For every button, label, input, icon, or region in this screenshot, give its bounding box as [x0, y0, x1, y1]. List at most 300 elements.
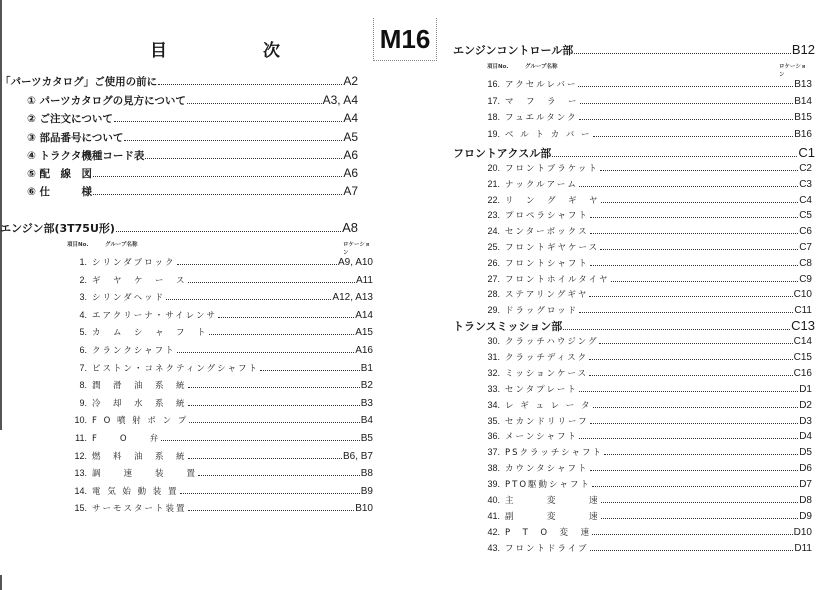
page-reference: C10: [793, 289, 812, 301]
item-number: 33.: [487, 383, 500, 394]
entry-label: エンジン部(3T75U形): [0, 222, 115, 235]
entry-label: [67, 397, 187, 409]
toc-item[interactable]: [480, 257, 812, 269]
page-reference: A3, A4: [322, 93, 358, 107]
item-number: 25.: [487, 242, 500, 252]
toc-item[interactable]: [480, 194, 812, 206]
page-reference: B9: [360, 485, 373, 497]
page-reference: D7: [799, 479, 812, 491]
toc-item[interactable]: [67, 432, 373, 444]
page-reference: B2: [360, 380, 373, 392]
entry-label: [480, 383, 578, 395]
leader-dots: [579, 118, 794, 120]
entry-label: [67, 291, 165, 303]
leader-dots: [590, 469, 799, 471]
page-reference: A16: [355, 345, 373, 356]
item-number: 31.: [487, 351, 500, 362]
entry-label: [480, 162, 599, 174]
leader-dots: [145, 157, 342, 159]
group-name: PSクラッチシャフト: [505, 448, 604, 459]
page-reference: C8: [799, 257, 812, 269]
page-reference: A14: [355, 309, 373, 321]
item-number: 6.: [79, 345, 87, 355]
entry-label: [480, 399, 592, 411]
toc-item[interactable]: [480, 335, 812, 347]
toc-intro-heading[interactable]: [0, 74, 358, 89]
toc-item[interactable]: [480, 273, 812, 285]
leader-dots: [578, 85, 793, 87]
entry-label: ④ トラクタ機種コード表: [27, 150, 145, 162]
item-number: 5.: [79, 327, 87, 338]
toc-item[interactable]: [480, 111, 812, 123]
leader-dots: [600, 169, 798, 171]
item-number: 17.: [487, 95, 500, 106]
leader-dots: [124, 139, 342, 141]
entry-label: ③ 部品番号について: [27, 132, 124, 144]
toc-item[interactable]: [67, 467, 373, 479]
toc-item[interactable]: [480, 304, 812, 316]
item-number: 36.: [487, 431, 500, 442]
page-reference: D9: [799, 510, 812, 522]
item-number: 21.: [487, 178, 500, 189]
leader-dots: [563, 328, 790, 330]
leader-dots: [589, 374, 793, 376]
group-name: ベ ル ト カ バ ー: [505, 129, 592, 140]
page-reference: D6: [799, 463, 812, 475]
leader-dots: [590, 549, 794, 551]
item-number: 22.: [487, 194, 500, 205]
group-name: アクセルレバー: [505, 80, 578, 90]
toc-item[interactable]: [67, 309, 373, 321]
page-reference: B10: [355, 503, 373, 515]
entry-label: [480, 542, 589, 554]
group-name: クランクシャフト: [92, 346, 176, 356]
group-name: レ ギ ュ レ ー タ: [505, 400, 592, 411]
page-reference: A9, A10: [337, 257, 373, 268]
entry-label: [67, 274, 187, 286]
toc-intro-item[interactable]: [27, 184, 358, 199]
page-reference: C2: [799, 163, 812, 174]
item-number: 12.: [74, 450, 87, 461]
entry-label: [480, 430, 578, 442]
toc-section-heading[interactable]: [453, 145, 815, 161]
item-number: 11.: [75, 433, 87, 443]
group-name: セカンドリリーフ: [505, 416, 589, 427]
toc-item[interactable]: [67, 344, 373, 356]
group-name: F O 噴 射 ポ ン プ: [92, 416, 189, 427]
group-name: フロントドライブ: [505, 543, 589, 554]
entry-label: [480, 415, 589, 427]
leader-dots: [590, 264, 798, 266]
toc-item[interactable]: [480, 526, 812, 538]
page-reference: B3: [360, 397, 373, 409]
page-reference: C6: [799, 226, 812, 238]
page-reference: A15: [355, 327, 373, 339]
toc-item[interactable]: [480, 367, 812, 379]
leader-dots: [611, 280, 799, 282]
entry-label: [480, 273, 610, 285]
item-number: 40.: [487, 495, 500, 505]
entry-label: [480, 111, 578, 123]
toc-item[interactable]: [67, 450, 373, 462]
group-name: クラッチディスク: [505, 352, 589, 363]
group-name: フュエルタンク: [505, 113, 578, 123]
page-reference: A8: [342, 220, 358, 235]
leader-dots: [592, 533, 793, 535]
entry-label: [480, 304, 578, 316]
item-number: 15.: [74, 503, 87, 514]
group-name: ピストン・コネクティングシャフト: [92, 363, 259, 374]
leader-dots: [552, 155, 797, 157]
toc-item[interactable]: [480, 446, 812, 458]
entry-label: [67, 467, 197, 479]
entry-label: ⑥ 仕 様: [27, 186, 93, 198]
group-name: リ ン グ ギ ヤ: [505, 195, 600, 206]
entry-label: ② ご注文について: [27, 113, 113, 125]
page-reference: B5: [360, 433, 373, 444]
group-name: 主 変 速: [505, 496, 600, 506]
toc-item[interactable]: [67, 362, 373, 374]
item-number: 10.: [74, 415, 87, 426]
leader-dots: [218, 316, 354, 318]
entry-label: [67, 502, 187, 514]
entry-label: [480, 478, 591, 490]
leader-dots: [188, 281, 355, 283]
page-reference: A6: [343, 166, 358, 180]
item-number: 2.: [79, 274, 87, 285]
group-name: マ フ ラ ー: [505, 96, 579, 107]
item-number: 34.: [487, 399, 500, 410]
toc-intro-item[interactable]: [27, 148, 358, 163]
leader-dots: [188, 509, 355, 511]
item-number: 13.: [74, 468, 87, 479]
toc-item[interactable]: [67, 414, 373, 426]
entry-label: [67, 256, 176, 268]
page-reference: C14: [793, 336, 812, 347]
page-reference: B16: [794, 128, 812, 140]
entry-label: [480, 78, 577, 90]
entry-label: [67, 326, 208, 338]
toc-item[interactable]: [480, 383, 812, 395]
group-name: シリンダブロック: [92, 258, 176, 268]
toc-intro-item[interactable]: [27, 111, 358, 126]
entry-label: [480, 494, 600, 506]
column-header-group: グループ名称: [525, 64, 558, 70]
toc-item[interactable]: [480, 542, 812, 554]
toc-item[interactable]: [67, 397, 373, 409]
group-name: ミッションケース: [505, 368, 589, 379]
page-reference: C1: [798, 145, 815, 160]
item-number: 32.: [487, 367, 500, 378]
entry-label: [67, 485, 179, 497]
page-reference: A12, A13: [332, 292, 373, 304]
item-number: 20.: [487, 163, 500, 173]
group-name: カウンタシャフト: [505, 464, 589, 475]
page-reference: A6: [343, 148, 358, 162]
toc-item[interactable]: [480, 415, 812, 427]
group-name: センタプレート: [505, 384, 578, 395]
leader-dots: [93, 175, 342, 177]
toc-item[interactable]: [67, 274, 373, 286]
leader-dots: [180, 492, 360, 494]
leader-dots: [590, 216, 798, 218]
entry-label: [480, 194, 600, 206]
page-reference: B6, B7: [342, 450, 373, 462]
page-reference: C15: [793, 351, 812, 363]
leader-dots: [580, 102, 794, 104]
leader-dots: [579, 437, 798, 439]
item-number: 38.: [487, 463, 500, 474]
column-header-no: 項目No.: [67, 242, 89, 248]
toc-item[interactable]: [480, 209, 812, 221]
page-reference: C13: [791, 318, 815, 333]
leader-dots: [209, 333, 355, 335]
entry-label: [480, 446, 603, 458]
toc-item[interactable]: [480, 510, 812, 522]
entry-label: [480, 128, 592, 140]
entry-label: [67, 432, 160, 444]
entry-label: [480, 225, 589, 237]
page-reference: C16: [793, 367, 812, 379]
leader-dots: [93, 193, 342, 195]
toc-item[interactable]: [480, 462, 812, 474]
entry-label: [480, 241, 599, 253]
toc-item[interactable]: [480, 399, 812, 411]
column-header-location: ロケーション: [779, 64, 807, 78]
group-name: ギ ヤ ケ ー ス: [92, 275, 187, 286]
group-name: ドラッグロッド: [505, 306, 579, 317]
leader-dots: [260, 369, 360, 371]
leader-dots: [177, 263, 337, 265]
group-name: カ ム シ ャ フ ト: [92, 328, 208, 339]
item-number: 26.: [487, 257, 500, 268]
group-name: 潤 滑 油 系 統: [92, 381, 187, 392]
model-badge: M16: [373, 18, 437, 61]
column-header-no: 項目No.: [487, 64, 509, 70]
column-header-group: グループ名称: [105, 242, 138, 248]
leader-dots: [158, 83, 342, 85]
toc-item[interactable]: [480, 178, 812, 190]
leader-dots: [604, 453, 798, 455]
entry-label: [67, 414, 188, 426]
leader-dots: [579, 311, 793, 313]
group-name: メーンシャフト: [505, 432, 578, 443]
toc-intro-item[interactable]: [27, 93, 358, 108]
toc-intro-item[interactable]: [27, 166, 358, 181]
entry-label: [67, 450, 187, 462]
entry-label: [480, 209, 589, 221]
page-reference: A5: [343, 130, 358, 144]
entry-label: [480, 335, 598, 347]
group-name: 電 気 始 動 装 置: [92, 486, 179, 497]
item-number: 35.: [487, 415, 500, 426]
toc-item[interactable]: [67, 291, 373, 303]
group-name: フロントホイルタイヤ: [505, 274, 610, 285]
page-reference: C5: [799, 210, 812, 222]
entry-label: [480, 526, 591, 538]
entry-label: [480, 95, 579, 107]
page-reference: B8: [360, 468, 373, 480]
item-number: 18.: [487, 112, 500, 122]
page-reference: C9: [799, 273, 812, 285]
entry-label: トランスミッション部: [453, 320, 563, 333]
item-number: 37.: [487, 447, 500, 458]
leader-dots: [177, 351, 355, 353]
item-number: 41.: [487, 510, 500, 521]
page-reference: A11: [355, 274, 373, 286]
item-number: 19.: [487, 128, 500, 139]
entry-label: [67, 344, 176, 356]
toc-item[interactable]: [480, 351, 812, 363]
page-reference: B1: [360, 362, 373, 374]
leader-dots: [601, 517, 799, 519]
group-name: プロペラシャフト: [505, 211, 589, 222]
toc-item[interactable]: [67, 256, 373, 268]
entry-label: 「パーツカタログ」ご使用の前に: [0, 76, 158, 88]
leader-dots: [166, 298, 331, 300]
toc-item[interactable]: [67, 502, 373, 514]
toc-item[interactable]: [67, 485, 373, 497]
item-number: 8.: [79, 380, 87, 391]
toc-item[interactable]: [480, 78, 812, 90]
leader-dots: [601, 501, 799, 503]
item-number: 16.: [487, 79, 500, 89]
toc-item[interactable]: [480, 478, 812, 490]
group-name: センターボックス: [505, 227, 589, 238]
group-name: P T O 変 速: [505, 527, 592, 538]
leader-dots: [161, 439, 360, 441]
page-reference: B14: [794, 95, 812, 107]
entry-label: エンジンコントロール部: [453, 44, 574, 57]
page-binding-edge: [0, 0, 2, 430]
page-reference: D5: [799, 447, 812, 459]
item-number: 30.: [487, 336, 500, 346]
page-reference: B12: [791, 42, 815, 57]
item-number: 42.: [487, 526, 500, 537]
leader-dots: [189, 421, 359, 423]
leader-dots: [198, 474, 360, 476]
leader-dots: [188, 404, 360, 406]
page-title: 目 次: [150, 41, 280, 61]
group-name: シリンダヘッド: [92, 293, 166, 304]
group-name: サーモスタート装置: [92, 504, 187, 515]
item-number: 4.: [79, 309, 87, 320]
page-reference: C3: [799, 178, 812, 190]
toc-item[interactable]: [480, 95, 812, 107]
item-number: 28.: [487, 289, 500, 300]
page-binding-edge: [0, 575, 2, 590]
entry-label: ① パーツカタログの見方について: [27, 95, 186, 107]
leader-dots: [116, 230, 341, 232]
group-name: ステアリングギヤ: [505, 290, 589, 301]
entry-label: [67, 309, 217, 321]
group-name: 副 変 速: [505, 511, 600, 522]
item-number: 39.: [487, 479, 500, 490]
toc-item[interactable]: [67, 379, 373, 391]
toc-item[interactable]: [480, 494, 812, 506]
leader-dots: [593, 406, 799, 408]
item-number: 1.: [79, 257, 87, 267]
entry-label: [480, 462, 589, 474]
item-number: 27.: [487, 273, 500, 284]
leader-dots: [114, 120, 342, 122]
toc-item[interactable]: [480, 288, 812, 300]
group-name: フロントシャフト: [505, 258, 589, 269]
group-name: 燃 料 油 系 統: [92, 451, 187, 462]
toc-item[interactable]: [67, 326, 373, 338]
toc-item[interactable]: [480, 241, 812, 253]
item-number: 9.: [79, 397, 87, 408]
leader-dots: [589, 295, 792, 297]
page-reference: B15: [794, 112, 812, 123]
page-reference: B4: [360, 415, 373, 427]
group-name: フロントギヤケース: [505, 243, 600, 253]
page-reference: D2: [799, 399, 812, 411]
item-number: 7.: [79, 362, 87, 373]
group-name: PTO駆動シャフト: [505, 480, 591, 491]
toc-section-heading[interactable]: [453, 318, 815, 334]
entry-label: フロントアクスル部: [453, 147, 552, 160]
page-reference: D1: [799, 383, 812, 395]
page-reference: B13: [794, 79, 812, 90]
group-name: クラッチハウジング: [505, 337, 599, 347]
item-number: 3.: [79, 292, 87, 303]
leader-dots: [590, 232, 799, 234]
page-reference: A7: [343, 184, 358, 198]
page-reference: D8: [799, 495, 812, 506]
page-reference: D4: [799, 431, 812, 443]
entry-label: [67, 379, 187, 391]
toc-item[interactable]: [480, 162, 812, 174]
page-reference: A4: [343, 111, 358, 125]
page-reference: D3: [799, 415, 812, 427]
page-reference: C7: [799, 242, 812, 253]
leader-dots: [592, 485, 798, 487]
page-reference: A2: [343, 74, 358, 88]
column-header-location: ロケーション: [343, 242, 371, 256]
page-reference: C4: [799, 194, 812, 206]
entry-label: [480, 178, 578, 190]
item-number: 29.: [487, 305, 500, 316]
item-number: 43.: [487, 542, 500, 553]
toc-intro-item[interactable]: [27, 130, 358, 145]
toc-section-heading[interactable]: [0, 220, 358, 236]
entry-label: [480, 351, 588, 363]
toc-section-heading[interactable]: [453, 42, 815, 58]
page-reference: C11: [794, 305, 812, 317]
leader-dots: [579, 390, 798, 392]
item-number: 14.: [74, 485, 87, 496]
leader-dots: [589, 358, 792, 360]
leader-dots: [593, 135, 794, 137]
item-number: 23.: [487, 210, 500, 221]
leader-dots: [188, 386, 360, 388]
leader-dots: [590, 422, 799, 424]
leader-dots: [188, 457, 342, 459]
group-name: フロントブラケット: [505, 164, 599, 174]
item-number: 24.: [487, 226, 500, 237]
leader-dots: [574, 52, 791, 54]
entry-label: [480, 257, 589, 269]
group-name: 冷 却 水 系 統: [92, 398, 187, 409]
page-reference: D10: [793, 526, 812, 538]
toc-item[interactable]: [480, 430, 812, 442]
toc-item[interactable]: [480, 225, 812, 237]
group-name: エアクリーナ・サイレンサ: [92, 310, 217, 321]
entry-label: [480, 367, 588, 379]
entry-label: ⑤ 配 線 図: [27, 168, 93, 180]
toc-item[interactable]: [480, 128, 812, 140]
